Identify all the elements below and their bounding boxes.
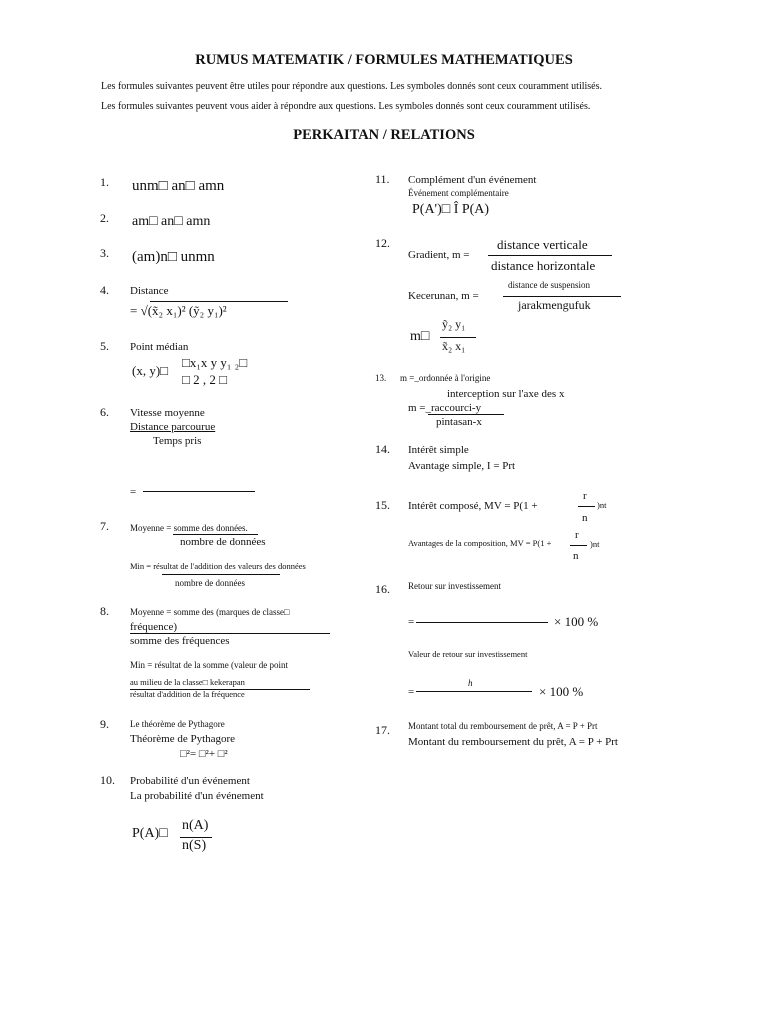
fraction-bar xyxy=(578,506,595,507)
formula-15b-exponent: )nt xyxy=(590,539,600,549)
formula-1: unm□ an□ amn xyxy=(132,178,225,194)
fraction-bar xyxy=(130,633,330,634)
formula-16b-percent: × 100 % xyxy=(539,684,584,699)
label-mean-class: Moyenne = somme des (marques de classe□ xyxy=(130,607,290,617)
intro-line-2: Les formules suivantes peuvent vous aider à répondre aux questions. Les symboles donnés sont ceux couramment utilisés. xyxy=(101,101,591,112)
label-distance-travelled: Distance parcourue xyxy=(130,421,216,433)
label-number-of-data: nombre de données xyxy=(180,536,266,548)
label-time-taken: Temps pris xyxy=(153,435,202,447)
label-roi: Retour sur investissement xyxy=(408,581,501,591)
item-number-15: 15. xyxy=(375,498,390,512)
label-y-intercept: m =_ordonnée à l'origine xyxy=(400,373,491,383)
formula-16-h: h xyxy=(468,678,473,688)
label-roi-value: Valeur de retour sur investissement xyxy=(408,649,528,659)
item-number-14: 14. xyxy=(375,442,390,456)
label-sum-frequency: résultat d'addition de la fréquence xyxy=(130,689,245,699)
formula-9: □²= □²+ □² xyxy=(180,748,228,760)
label-pintasan-x: pintasan-x xyxy=(436,416,482,428)
sqrt-bar xyxy=(150,301,288,302)
fraction-bar xyxy=(162,574,280,575)
item-number-9: 9. xyxy=(100,717,109,731)
formula-16-percent: × 100 % xyxy=(554,614,599,629)
item-number-13: 13. xyxy=(375,373,387,383)
fraction-bar xyxy=(570,545,587,546)
label-pythagoras-theorem: Théorème de Pythagore xyxy=(130,733,236,745)
label-x-intercept: interception sur l'axe des x xyxy=(447,388,565,400)
label-complement: Complément d'un événement xyxy=(408,174,537,186)
item-number-6: 6. xyxy=(100,405,109,419)
formula-12b-numerator: distance de suspension xyxy=(508,280,590,290)
formula-10-denominator: n(S) xyxy=(182,838,207,853)
label-simple-advantage: Avantage simple, I = Prt xyxy=(408,460,516,472)
fraction-bar xyxy=(143,491,255,492)
formula-15b-r: r xyxy=(575,529,579,541)
formula-12c-numerator: ỹ₂ y₁ xyxy=(442,317,466,331)
label-simple-interest: Intérêt simple xyxy=(408,444,469,456)
formula-12b-denominator: jarakmengufuk xyxy=(518,298,591,312)
formula-2: am□ an□ amn xyxy=(132,214,211,229)
item-number-17: 17. xyxy=(375,723,390,737)
fraction-bar xyxy=(488,255,612,256)
formula-16b-equals: = xyxy=(408,686,415,698)
item-number-12: 12. xyxy=(375,236,390,250)
label-kecerunan: Kecerunan, m = xyxy=(408,290,479,302)
formula-15b-n: n xyxy=(573,550,579,562)
fraction-bar xyxy=(428,414,504,415)
section-title: PERKAITAN / RELATIONS xyxy=(293,127,475,143)
label-distance: Distance xyxy=(130,285,169,297)
label-sum-frequencies: somme des fréquences xyxy=(130,635,230,647)
label-min-result: Min = résultat de la somme (valeur de point xyxy=(130,660,289,670)
formula-4: = √(x̃₂ x₁)² (ỹ₂ y₁)² xyxy=(130,303,227,318)
label-compound-advantage: Avantages de la composition, MV = P(1 + xyxy=(408,538,552,548)
item-number-1: 1. xyxy=(100,175,109,189)
label-loan-total: Montant total du remboursement de prêt, A = P + Prt xyxy=(408,721,598,731)
label-compound-interest: Intérêt composé, MV = P(1 + xyxy=(408,500,538,512)
item-number-7: 7. xyxy=(100,519,109,533)
formula-10-lhs: P(A)□ xyxy=(132,826,168,841)
fraction-bar xyxy=(173,534,258,535)
label-number-of-data-2: nombre de données xyxy=(175,578,245,588)
formula-5-bottom: □ 2 , 2 □ xyxy=(182,372,227,387)
intro-line-1: Les formules suivantes peuvent être utiles pour répondre aux questions. Les symboles donnés sont ceux couramment utilisés. xyxy=(101,81,603,92)
label-m-shortcut: m =_raccourci-y xyxy=(408,402,482,414)
label-probability: Probabilité d'un événement xyxy=(130,775,250,787)
item-number-2: 2. xyxy=(100,211,109,225)
label-gradient: Gradient, m = xyxy=(408,249,470,261)
item-number-4: 4. xyxy=(100,283,109,297)
label-loan-amount: Montant du remboursement du prêt, A = P + Prt xyxy=(408,736,618,748)
formula-5-top: □x₁x y y₁ ₂□ xyxy=(182,355,248,370)
page-title: RUMUS MATEMATIK / FORMULES MATHEMATIQUES xyxy=(195,52,573,68)
label-pythagoras: Le théorème de Pythagore xyxy=(130,719,225,729)
formula-10-numerator: n(A) xyxy=(182,818,209,833)
label-midpoint: Point médian xyxy=(130,341,189,353)
formula-15-n: n xyxy=(582,512,588,524)
formula-11: P(A')□ Î P(A) xyxy=(412,202,490,217)
formula-5-lhs: (x, y)□ xyxy=(132,363,169,378)
fraction-bar xyxy=(416,691,532,692)
label-min-sum: Min = résultat de l'addition des valeurs des données xyxy=(130,561,306,571)
label-avg-speed: Vitesse moyenne xyxy=(130,407,205,419)
fraction-bar xyxy=(416,622,548,623)
formula-6-equals: = xyxy=(130,486,137,498)
fraction-bar xyxy=(503,296,621,297)
item-number-16: 16. xyxy=(375,582,390,596)
formula-15-exponent: )nt xyxy=(597,500,607,510)
label-probability-2: La probabilité d'un événement xyxy=(130,790,264,802)
formula-12-numerator: distance verticale xyxy=(497,237,588,252)
item-number-10: 10. xyxy=(100,773,115,787)
formula-12-denominator: distance horizontale xyxy=(491,258,596,273)
formula-12c-lhs: m□ xyxy=(410,329,430,344)
label-class-mid: au milieu de la classe□ kekerapan xyxy=(130,677,245,687)
label-frequency: fréquence) xyxy=(130,621,178,633)
label-complement-event: Événement complémentaire xyxy=(408,188,509,198)
formula-16-equals: = xyxy=(408,616,415,628)
formula-15-r: r xyxy=(583,490,587,502)
item-number-5: 5. xyxy=(100,339,109,353)
formula-12c-denominator: x̃₂ x₁ xyxy=(442,339,466,353)
item-number-8: 8. xyxy=(100,604,109,618)
item-number-3: 3. xyxy=(100,246,109,260)
label-mean: Moyenne = somme des données. xyxy=(130,523,248,533)
fraction-bar xyxy=(440,337,476,338)
item-number-11: 11. xyxy=(375,172,390,186)
formula-3: (am)n□ unmn xyxy=(132,249,215,265)
